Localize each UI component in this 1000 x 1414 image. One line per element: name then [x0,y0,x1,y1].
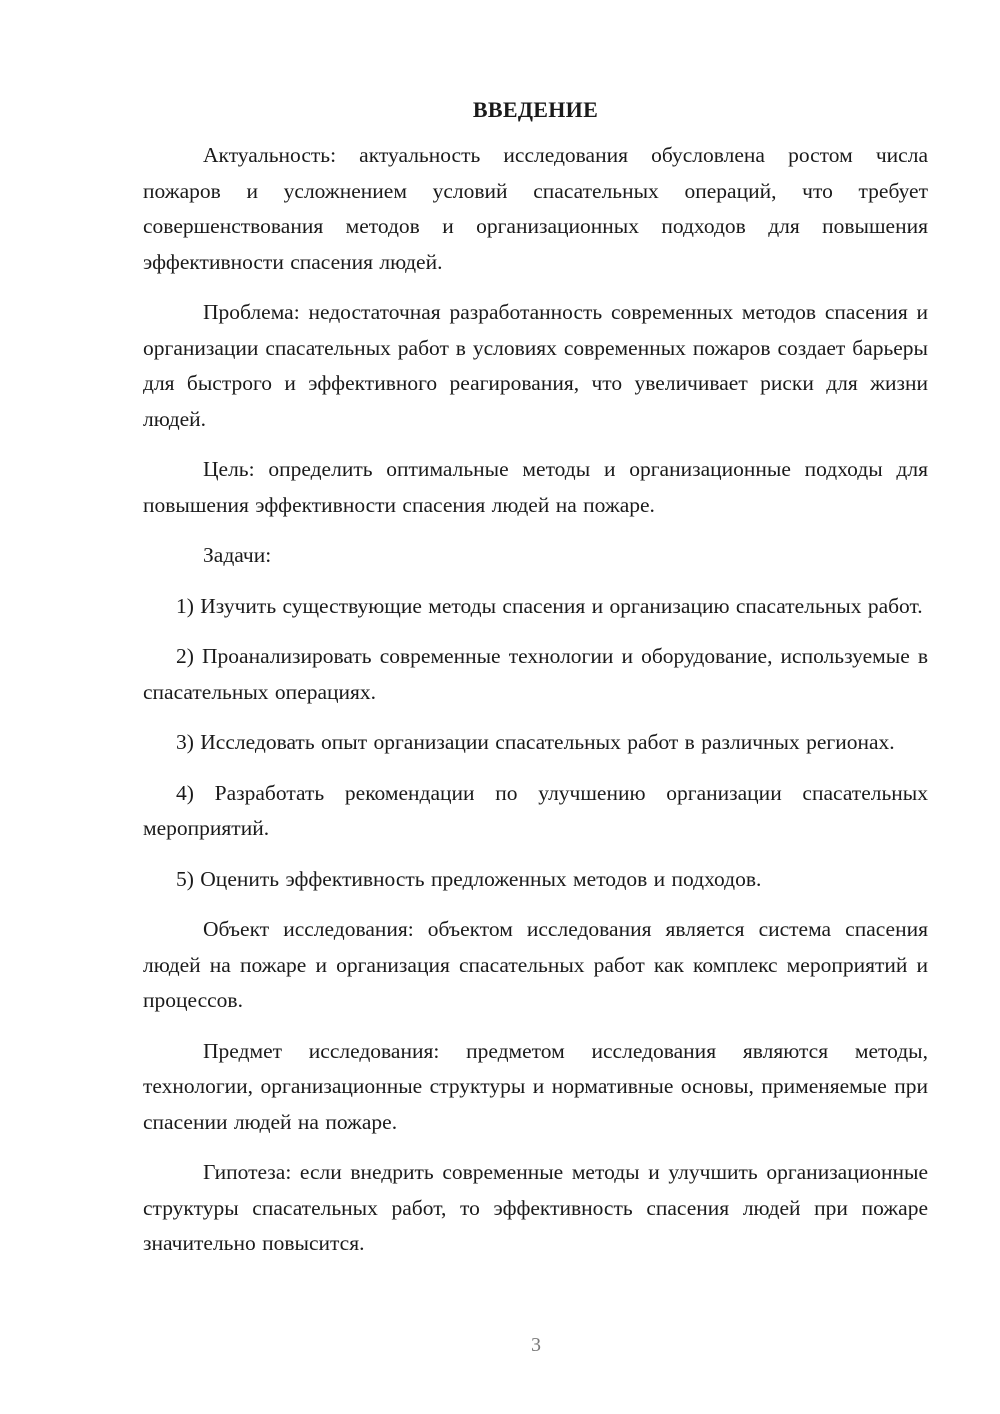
paragraph-subject: Предмет исследования: предметом исследования являются методы, технологии, организационные структуры и нормативные основы, применяемые при спасении людей на пожаре. [143,1038,928,1134]
section-title: ВВЕДЕНИЕ [472,97,599,122]
task-item-4: 4) Разработать рекомендации по улучшению организации спасательных мероприятий. [143,780,928,840]
paragraph-object: Объект исследования: объектом исследования является система спасения людей на пожаре и организация спасательных работ как комплекс мероприятий и процессов. [143,917,928,1012]
paragraph-hypothesis: Гипотеза: если внедрить современные методы и улучшить организационные структуры спасательных работ, то эффективность спасения людей при пожаре значительно повысится. [143,1160,928,1255]
paragraph-goal: Цель: определить оптимальные методы и организационные подходы для повышения эффективности спасения людей на пожаре. [143,457,928,517]
paragraph-problem: Проблема: недостаточная разработанность современных методов спасения и организации спасательных работ в условиях современных пожаров создает барьеры для быстрого и эффективного реагирования, что увеличивает риски для жизни людей. [143,300,928,431]
document-page [143,95,928,1277]
page-number: 3 [531,1334,541,1356]
task-item-2: 2) Проанализировать современные технологии и оборудование, используемые в спасательных операциях. [143,644,928,704]
task-item-1: 1) Изучить существующие методы спасения и организацию спасательных работ. [176,593,923,618]
paragraph-tasks-heading: Задачи: [203,543,272,567]
paragraph-relevance: Актуальность: актуальность исследования обусловлена ростом числа пожаров и усложнением условий спасательных операций, что требует совершенствования методов и организационных подходов для повышения эффективности спасения людей. [143,143,928,274]
task-item-5: 5) Оценить эффективность предложенных методов и подходов. [176,866,762,891]
task-item-3: 3) Исследовать опыт организации спасательных работ в различных регионах. [176,730,895,754]
